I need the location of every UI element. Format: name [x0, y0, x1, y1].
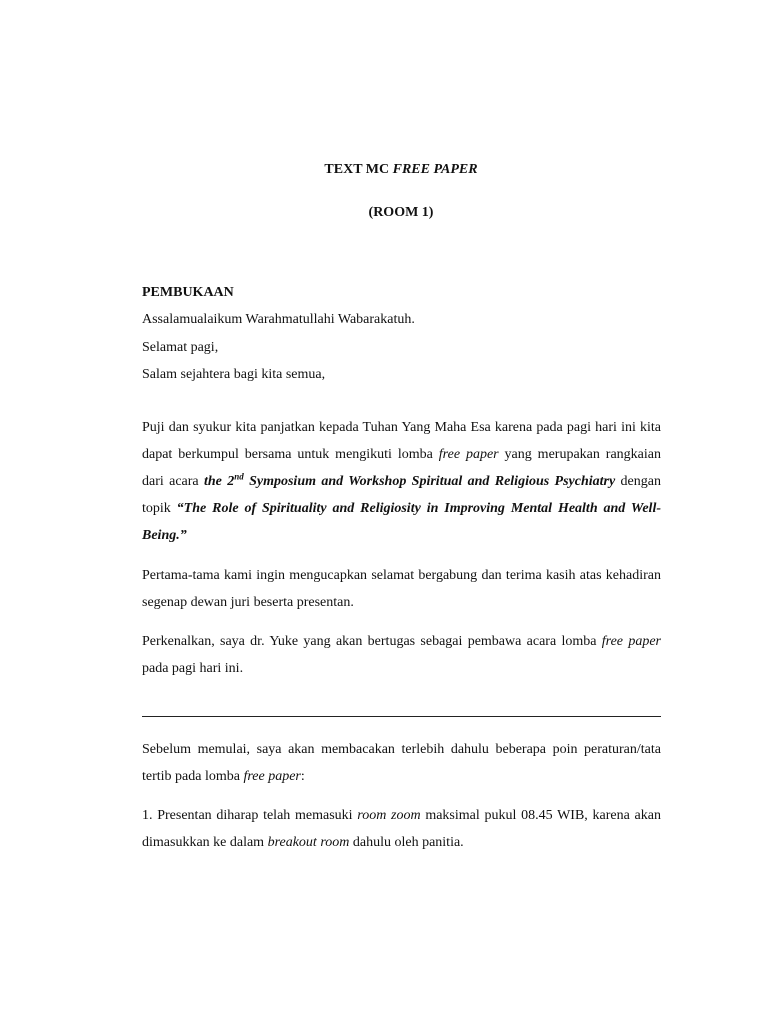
- greeting-line-1: Assalamualaikum Warahmatullahi Wabarakatuh.: [142, 312, 415, 327]
- free-paper-term: free paper: [438, 447, 499, 462]
- rules-intro-paragraph: Sebelum memulai, saya akan membacakan terlebih dahulu beberapa poin peraturan/tata tertib pada lomba free paper:: [142, 742, 661, 784]
- greeting-line-3: Salam sejahtera bagi kita semua,: [142, 367, 326, 382]
- event-name: the 2nd Symposium and Workshop Spiritual and Religious Psychiatry: [203, 471, 616, 489]
- opening-paragraph: Puji dan syukur kita panjatkan kepada Tuhan Yang Maha Esa karena pada pagi hari ini kita dapat berkumpul bersama untuk mengikuti lomba free paper yang merupakan rangkaian dari acara the 2nd Symposium and Workshop Spiritual and Religious Psychiatry dengan topik “The Role of Spirituality and Religiosity in Improving Mental Health and Well-Being.”: [142, 420, 661, 543]
- section-divider: [142, 716, 661, 717]
- greeting-line-2: Selamat pagi,: [142, 340, 219, 355]
- topic-title: “The Role of Spirituality and Religiosity in Improving Mental Health and Well-Being.”: [142, 501, 661, 543]
- section-heading: PEMBUKAAN: [142, 285, 234, 300]
- document-title-italic: FREE PAPER: [392, 162, 478, 177]
- document-title: TEXT MC FREE PAPER: [324, 162, 478, 177]
- rule-item-1: 1. Presentan diharap telah memasuki room zoom maksimal pukul 08.45 WIB, karena akan dimasukkan ke dalam breakout room dahulu oleh panitia.: [142, 808, 661, 850]
- welcome-paragraph: Pertama-tama kami ingin mengucapkan selamat bergabung dan terima kasih atas kehadiran segenap dewan juri beserta presentan.: [142, 568, 661, 610]
- room-label: (ROOM 1): [368, 205, 434, 220]
- introduction-paragraph: Perkenalkan, saya dr. Yuke yang akan bertugas sebagai pembawa acara lomba free paper pada pagi hari ini.: [142, 634, 661, 676]
